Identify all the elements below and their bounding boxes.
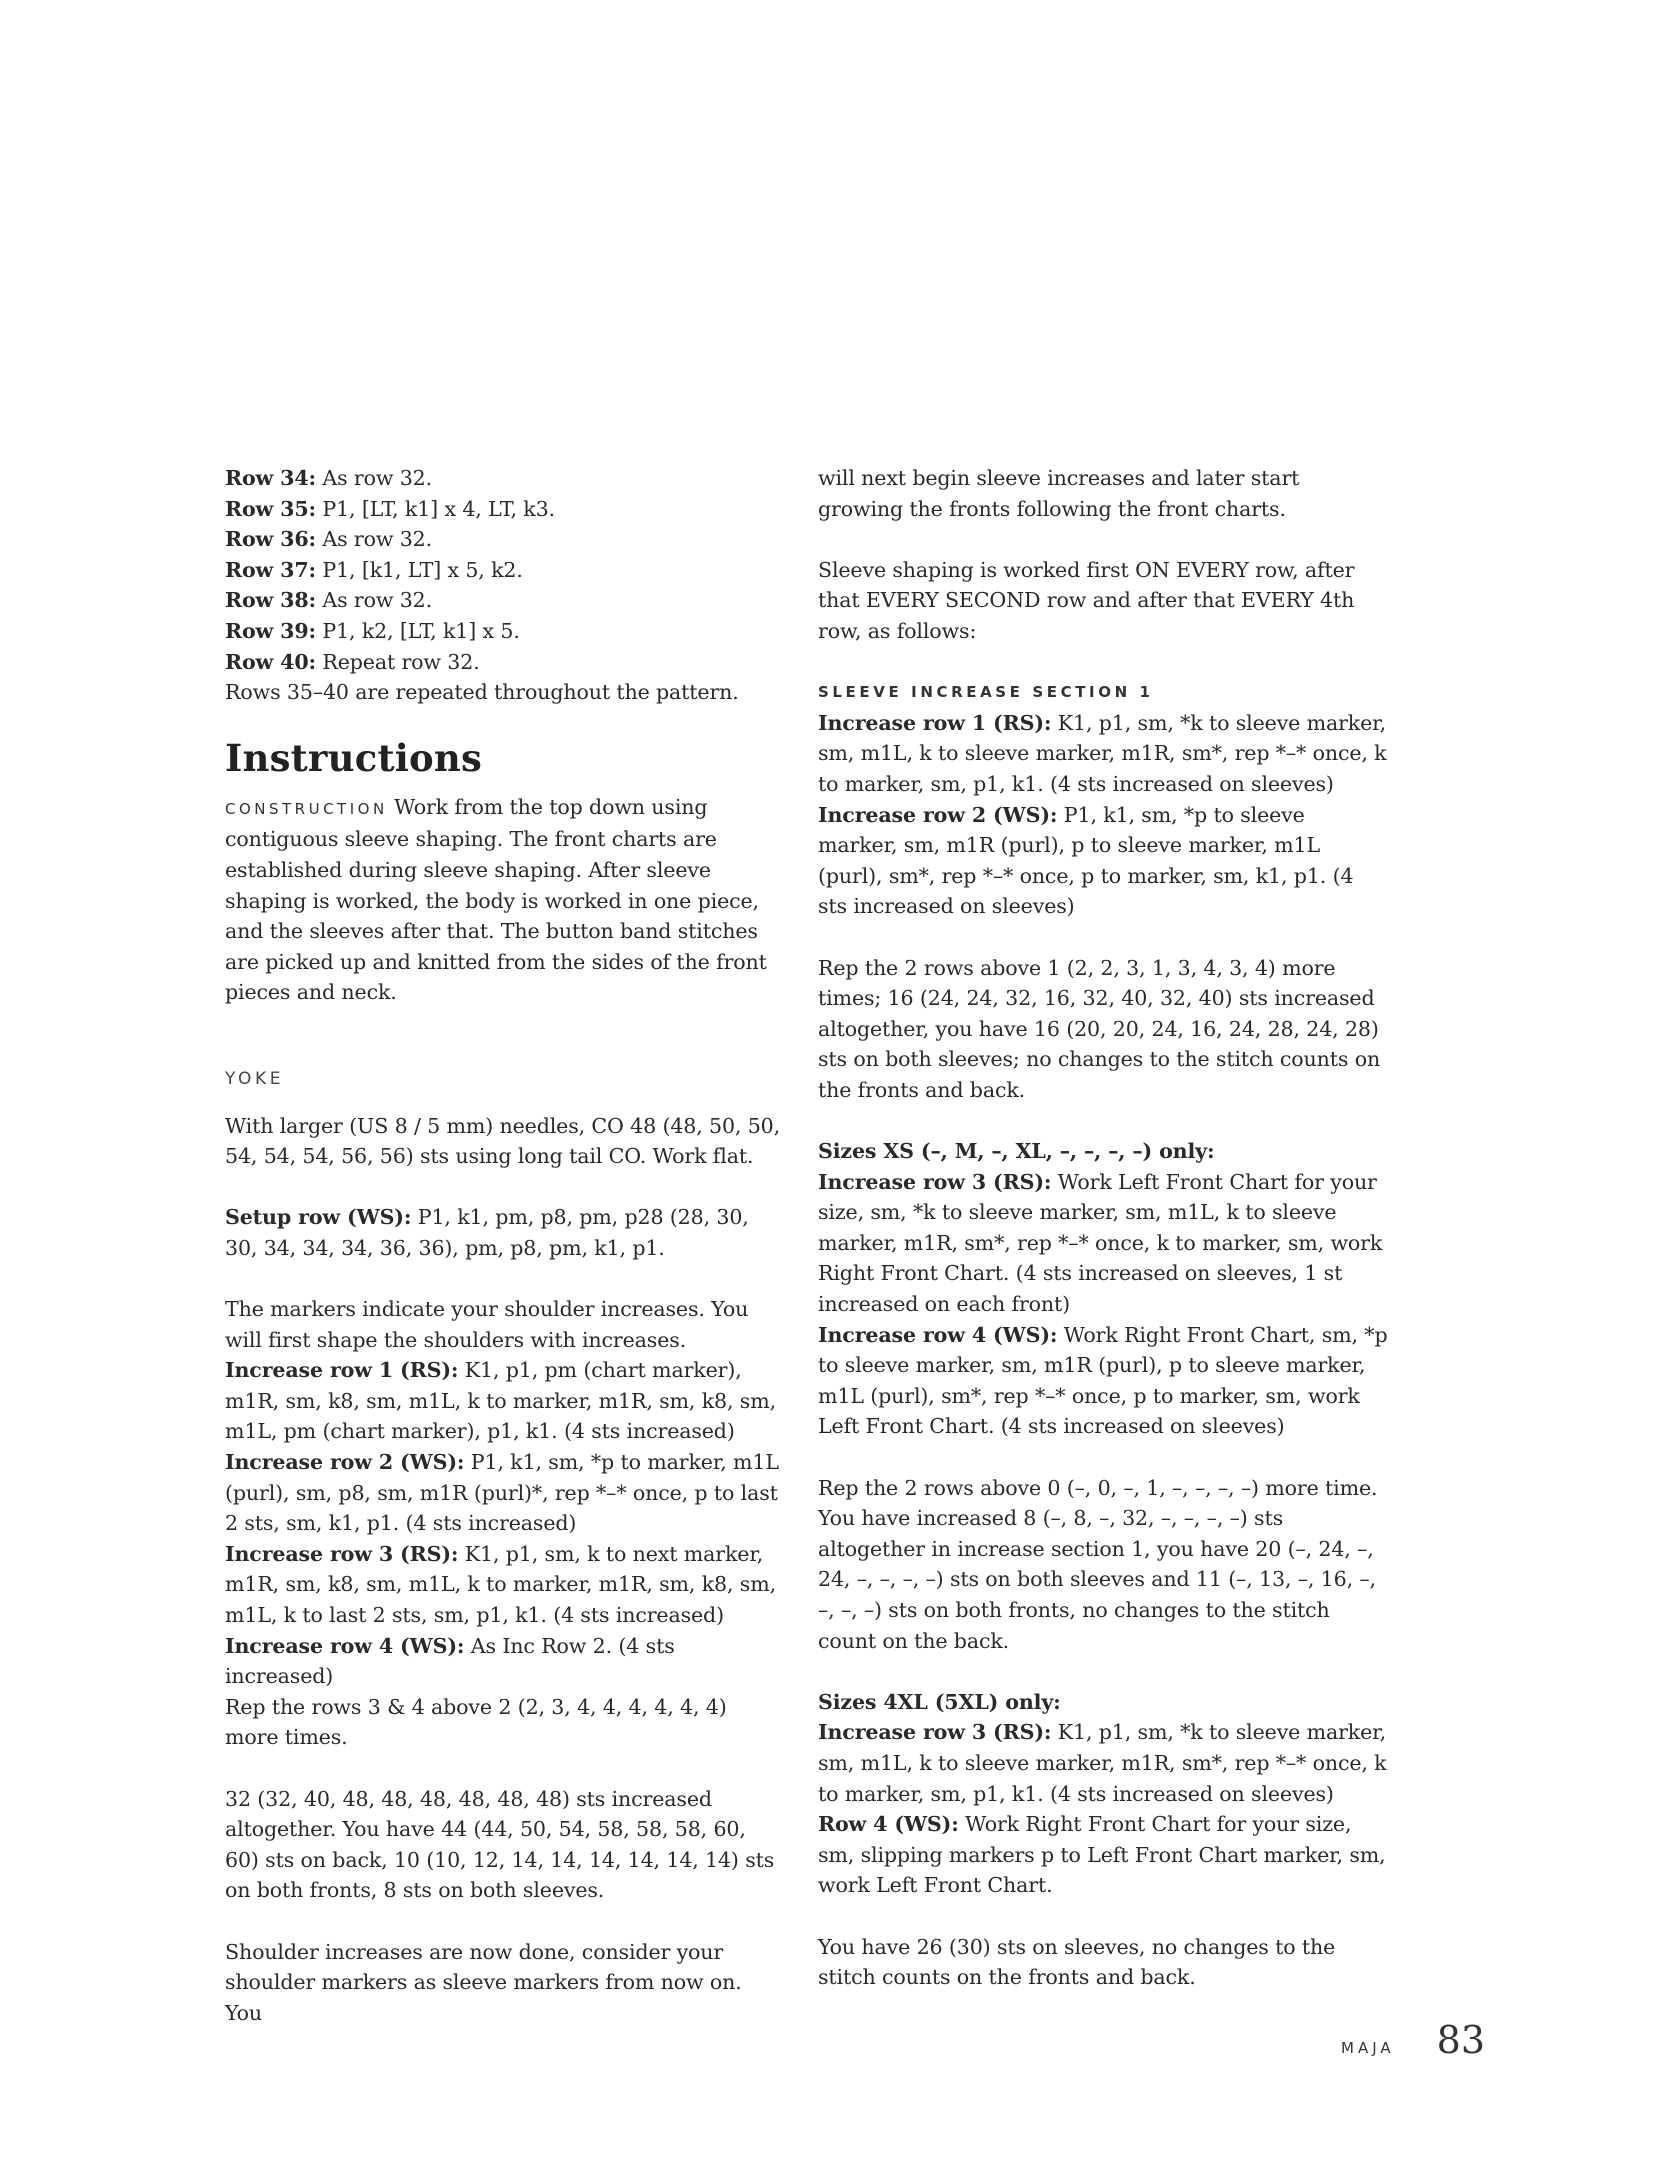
left-column bbox=[225, 463, 785, 2028]
right-column bbox=[818, 463, 1388, 1993]
book-title: MAJA bbox=[1341, 2039, 1395, 2057]
shaping-paragraph: Sleeve shaping is worked first ON EVERY row, after that EVERY SECOND row and after that EVERY 4th row, as follows: bbox=[818, 557, 1355, 643]
increase-row: Increase row 2 (WS): P1, k1, sm, *p to sleeve marker, sm, m1R (purl), p to sleeve marker, m1L (purl), sm*, rep *–* once, p to marker, sm, k1, p1. (4 sts increased on sleeves) bbox=[818, 802, 1354, 919]
rep-paragraph: Rep the rows 3 & 4 above 2 (2, 3, 4, 4, 4, 4, 4, 4) more times. bbox=[225, 1694, 727, 1750]
increase-row: Increase row 1 (RS): K1, p1, pm (chart marker), m1R, sm, k8, sm, m1L, k to marker, m1R, sm, k8, sm, m1L, pm (chart marker), p1, k1. (4 sts increased) bbox=[225, 1358, 776, 1444]
increase-row: Increase row 1 (RS): K1, p1, sm, *k to sleeve marker, sm, m1L, k to sleeve marker, m1R, sm*, rep *–* once, k to marker, sm, p1, k1. (4 sts increased on sleeves) bbox=[818, 710, 1387, 796]
page-number: 83 bbox=[1436, 2018, 1485, 2062]
continued-paragraph: will next begin sleeve increases and later start growing the fronts following the front charts. bbox=[818, 466, 1300, 521]
sleeve-section-label: SLEEVE INCREASE SECTION 1 bbox=[818, 683, 1154, 702]
sizes-label: Sizes XS (–, M, –, XL, –, –, –, –) only: bbox=[818, 1139, 1215, 1164]
rows-note: Rows 35–40 are repeated throughout the pattern. bbox=[225, 680, 739, 705]
row-4-line: Row 4 (WS): Work Right Front Chart for your size, sm, slipping markers p to Left Front Chart marker, sm, work Left Front Chart. bbox=[818, 1812, 1386, 1898]
row-line: Row 36: As row 32. bbox=[225, 527, 433, 552]
shoulder-paragraph: Shoulder increases are now done, consider your shoulder markers as sleeve markers from now on. You bbox=[225, 1939, 742, 2025]
construction-paragraph: CONSTRUCTION Work from the top down using contiguous sleeve shaping. The front charts are established during sleeve shaping. After sleeve shaping is worked, the body is worked in one piece, and the sleeves after that. The button band stitches are picked up and knitted from the sides of the front pieces and neck. bbox=[225, 794, 767, 1005]
row-line: Row 35: P1, [LT, k1] x 4, LT, k3. bbox=[225, 496, 555, 521]
rep-paragraph: Rep the 2 rows above 0 (–, 0, –, 1, –, –, –, –) more time. You have increased 8 (–, 8, –, 32, –, –, –, –) sts altogether in increase section 1, you have 20 (–, 24, –, 24, –, –, –, –) sts on both sleeves and 11 (–, 13, –, 16, –, –, –, –) sts on both fronts, no changes to the stitch count on the back. bbox=[818, 1475, 1378, 1653]
increase-row: Increase row 3 (RS): K1, p1, sm, *k to sleeve marker, sm, m1L, k to sleeve marker, m1R, sm*, rep *–* once, k to marker, sm, p1, k1. (4 sts increased on sleeves) bbox=[818, 1720, 1387, 1806]
row-line: Row 34: As row 32. bbox=[225, 466, 433, 490]
construction-label: CONSTRUCTION bbox=[225, 799, 388, 818]
increase-row: Increase row 4 (WS): As Inc Row 2. (4 sts increased) bbox=[225, 1633, 675, 1689]
increase-row: Increase row 2 (WS): P1, k1, sm, *p to marker, m1L (purl), sm, p8, sm, m1R (purl)*, rep *–* once, p to last 2 sts, sm, k1, p1. (4 sts increased) bbox=[225, 1450, 779, 1536]
increase-row: Increase row 3 (RS): K1, p1, sm, k to next marker, m1R, sm, k8, sm, m1L, k to marker, m1R, sm, k8, sm, m1L, k to last 2 sts, sm, p1, k1. (4 sts increased) bbox=[225, 1541, 776, 1627]
cast-on-paragraph: With larger (US 8 / 5 mm) needles, CO 48 (48, 50, 50, 54, 54, 54, 56, 56) sts using long tail CO. Work flat. bbox=[225, 1113, 781, 1169]
rep-paragraph: Rep the 2 rows above 1 (2, 2, 3, 1, 3, 4, 3, 4) more times; 16 (24, 24, 32, 16, 32, 40, 32, 40) sts increased altogether, you have 16 (20, 20, 24, 16, 24, 28, 24, 28) sts on both sleeves; no changes to the stitch counts on the fronts and back. bbox=[818, 955, 1381, 1102]
increase-row: Increase row 4 (WS): Work Right Front Chart, sm, *p to sleeve marker, sm, m1R (purl), p to sleeve marker, m1L (purl), sm*, rep *–* once, p to marker, sm, work Left Front Chart. (4 sts increased on sleeves) bbox=[818, 1322, 1388, 1439]
final-paragraph: You have 26 (30) sts on sleeves, no changes to the stitch counts on the fronts and back. bbox=[818, 1934, 1336, 1990]
increase-row: Increase row 3 (RS): Work Left Front Chart for your size, sm, *k to sleeve marker, sm, m1L, k to sleeve marker, m1R, sm*, rep *–* once, k to marker, sm, work Right Front Chart. (4 sts increased on sleeves, 1 st increased on each front) bbox=[818, 1169, 1383, 1317]
row-line: Row 38: As row 32. bbox=[225, 588, 433, 613]
instructions-heading: Instructions bbox=[225, 735, 483, 780]
page-footer bbox=[1341, 2018, 1485, 2062]
markers-paragraph: The markers indicate your shoulder increases. You will first shape the shoulders with increases. bbox=[225, 1297, 749, 1352]
row-line: Row 40: Repeat row 32. bbox=[225, 649, 480, 674]
sizes-label: Sizes 4XL (5XL) only: bbox=[818, 1689, 1061, 1714]
setup-row-paragraph: Setup row (WS): P1, k1, pm, p8, pm, p28 (28, 30, 30, 34, 34, 34, 36, 36), pm, p8, pm, k1, p1. bbox=[225, 1205, 749, 1260]
row-line: Row 39: P1, k2, [LT, k1] x 5. bbox=[225, 618, 520, 643]
row-line: Row 37: P1, [k1, LT] x 5, k2. bbox=[225, 557, 523, 582]
totals-paragraph: 32 (32, 40, 48, 48, 48, 48, 48, 48) sts increased altogether. You have 44 (44, 50, 54, 58, 58, 58, 60, 60) sts on back, 10 (10, 12, 14, 14, 14, 14, 14, 14) sts on both fronts, 8 sts on both sleeves. bbox=[225, 1786, 775, 1903]
yoke-label: YOKE bbox=[225, 1068, 285, 1089]
